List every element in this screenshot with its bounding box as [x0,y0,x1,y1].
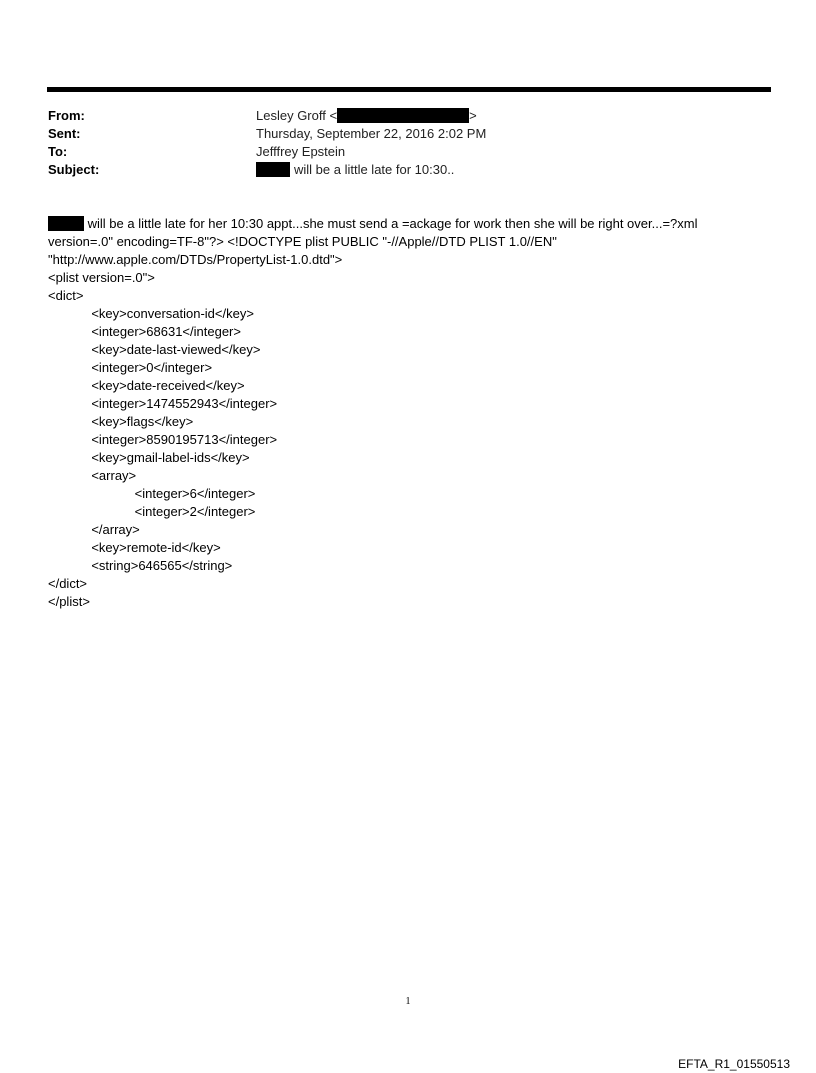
from-value-end: > [469,108,477,123]
subject-label: Subject: [48,162,100,177]
sent-value: Thursday, September 22, 2016 2:02 PM [256,126,487,141]
redaction-box [48,216,84,231]
to-label: To: [48,144,68,159]
body-line: <key>gmail-label-ids</key> [48,450,250,465]
body-line: <dict> [48,288,84,303]
body-line: </plist> [48,594,90,609]
body-line: <key>date-received</key> [48,378,245,393]
body-line: </dict> [48,576,88,591]
redaction-box [337,108,469,123]
redaction-box [256,162,290,177]
body-line: <integer>6</integer> [48,486,256,501]
from-name: Lesley Groff < [256,108,338,123]
body-first-line-text: will be a little late for her 10:30 appt...she must send a =ackage for work then she will be right over...=?xml [84,216,698,231]
subject-text: will be a little late for 10:30.. [294,162,455,177]
body-line: <integer>2</integer> [48,504,256,519]
body-line: <string>646565</string> [48,558,233,573]
body-line: <key>flags</key> [48,414,194,429]
body-line: </array> [48,522,140,537]
document-id-footer: EFTA_R1_01550513 [678,1057,790,1071]
subject-value [256,161,454,179]
body-line: <key>remote-id</key> [48,540,221,555]
body-line [48,215,748,233]
body-line: <integer>8590195713</integer> [48,432,278,447]
body-line: <array> [48,468,137,483]
body-line: version=.0" encoding=TF-8"?> <!DOCTYPE plist PUBLIC "-//Apple//DTD PLIST 1.0//EN" [48,234,557,249]
body-line: "http://www.apple.com/DTDs/PropertyList-1.0.dtd"> [48,252,343,267]
from-value [256,107,477,125]
header-rule [47,87,771,92]
to-value: Jefffrey Epstein [256,144,346,159]
body-line: <integer>0</integer> [48,360,213,375]
body-line: <integer>68631</integer> [48,324,241,339]
body-line: <key>conversation-id</key> [48,306,254,321]
from-label: From: [48,108,85,123]
email-body [48,215,748,611]
body-line: <key>date-last-viewed</key> [48,342,261,357]
sent-label: Sent: [48,126,81,141]
body-line: <plist version=.0"> [48,270,155,285]
body-line: <integer>1474552943</integer> [48,396,278,411]
body-lines [48,233,748,611]
page-number: 1 [405,996,411,1007]
